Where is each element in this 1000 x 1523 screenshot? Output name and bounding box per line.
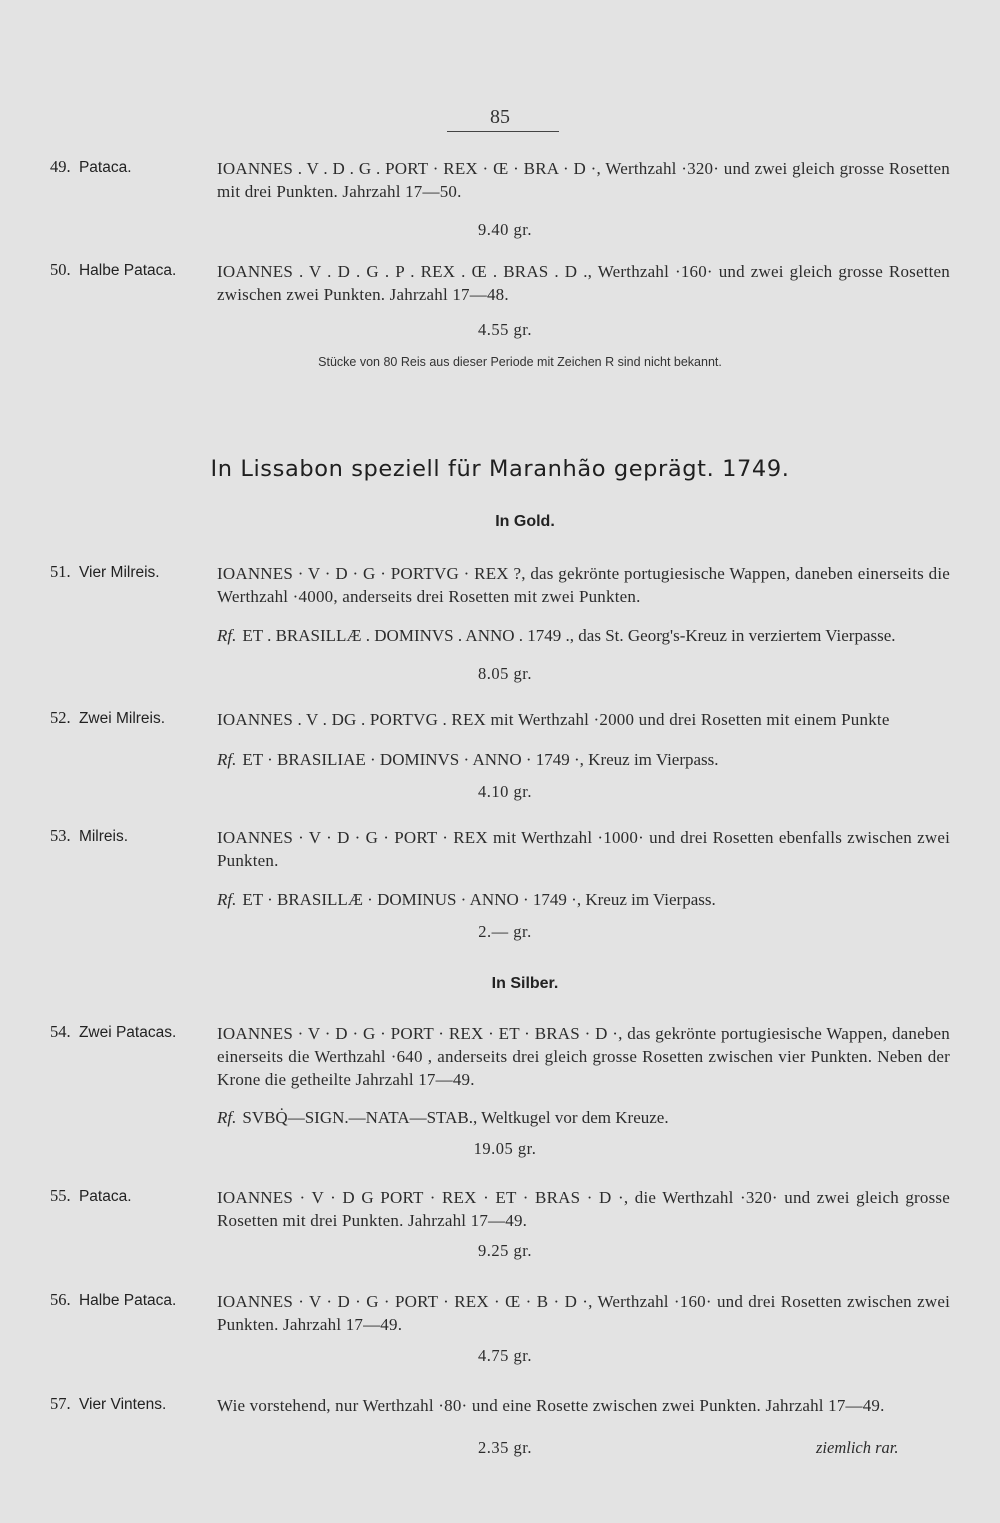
entry-number: 49. (50, 157, 71, 176)
entry-name: Vier Vintens. (78, 1396, 167, 1413)
entry-number: 57. (50, 1394, 71, 1413)
entry-name: Pataca. (78, 1188, 132, 1205)
rarity-remark: ziemlich rar. (816, 1438, 899, 1457)
reverse-text: ET · BRASILIAE · DOMINVS · ANNO · 1749 ·, Kreuz im Vierpass. (242, 750, 719, 769)
reverse-mark: Rf. (217, 626, 237, 645)
entry-label (50, 1394, 166, 1414)
reverse-text: ET . BRASILLÆ . DOMINVS . ANNO . 1749 ., das St. Georg's-Kreuz in verziertem Vierpasse. (242, 626, 896, 645)
entry-description: IOANNES · V · D · G · PORT · REX · ET · BRAS · D ·, das gekrönte portugiesische Wappen, daneben einerseits die Werthzahl ·640 , anderseits drei gleich grosse Rosetten zwischen vier Punkten. Neben der Krone die getheilte Jahrzahl 17—49. (217, 1024, 950, 1089)
entry-description: IOANNES . V . D . G . P . REX . Œ . BRAS . D ., Werthzahl ·160· und zwei gleich grosse Rosetten zwischen zwei Punkten. Jahrzahl 17—48. (217, 262, 950, 304)
entry-number: 54. (50, 1022, 71, 1041)
entry-weight: 9.25 gr. (478, 1241, 532, 1260)
entry-weight: 8.05 gr. (478, 664, 532, 683)
entry-reverse (217, 748, 945, 771)
entry-reverse (217, 624, 945, 647)
heading-silver: In Silber. (491, 975, 559, 992)
entry-weight: 2.35 gr. (478, 1438, 532, 1457)
entry-label (50, 708, 165, 728)
entry-name: Pataca. (78, 159, 132, 176)
entry-number: 55. (50, 1186, 71, 1205)
entry-description: IOANNES . V . DG . PORTVG . REX mit Werthzahl ·2000 und drei Rosetten mit einem Punkte (217, 710, 890, 729)
entry-number: 51. (50, 562, 71, 581)
entry-reverse (217, 888, 945, 911)
entry-number: 56. (50, 1290, 71, 1309)
entry-weight: 2.— gr. (478, 922, 532, 941)
reverse-mark: Rf. (217, 1108, 237, 1127)
header-rule (447, 131, 559, 132)
entry-label (50, 1186, 132, 1206)
entry-label (50, 826, 128, 846)
entry-description: IOANNES · V · D G PORT · REX · ET · BRAS · D ·, die Werthzahl ·320· und zwei gleich grosse Rosetten mit drei Punkten. Jahrzahl 17—49. (217, 1188, 950, 1230)
entry-description: Wie vorstehend, nur Werthzahl ·80· und eine Rosette zwischen zwei Punkten. Jahrzahl 17—49. (217, 1396, 885, 1415)
entry-name: Vier Milreis. (78, 564, 160, 581)
section-title: In Lissabon speziell für Maranhão geprägt. 1749. (210, 456, 790, 482)
entry-description: IOANNES · V · D · G · PORT · REX · Œ · B · D ·, Werthzahl ·160· und drei Rosetten zwischen zwei Punkten. Jahrzahl 17—49. (217, 1292, 950, 1334)
entry-weight: 9.40 gr. (478, 220, 532, 239)
entry-label (50, 260, 176, 280)
entry-label (50, 157, 132, 177)
entry-weight: 19.05 gr. (473, 1139, 537, 1158)
entry-number: 53. (50, 826, 71, 845)
entry-description: IOANNES · V · D · G · PORTVG · REX ?, das gekrönte portugiesische Wappen, daneben einerseits die Werthzahl ·4000, anderseits drei Rosetten mit zwei Punkten. (217, 564, 950, 606)
entry-name: Halbe Pataca. (78, 1292, 177, 1309)
entry-label (50, 1290, 176, 1310)
entry-name: Zwei Milreis. (78, 710, 166, 727)
heading-gold: In Gold. (495, 513, 555, 530)
entry-number: 52. (50, 708, 71, 727)
entry-weight: 4.10 gr. (478, 782, 532, 801)
entry-number: 50. (50, 260, 71, 279)
entry-description: IOANNES . V . D . G . PORT · REX · Œ · BRA · D ·, Werthzahl ·320· und zwei gleich grosse Rosetten mit drei Punkten. Jahrzahl 17—50. (217, 159, 950, 201)
reverse-text: SVBQ̇—SIGN.—NATA—STAB., Weltkugel vor dem Kreuze. (242, 1108, 669, 1127)
entry-reverse (217, 1106, 945, 1129)
entry-name: Zwei Patacas. (78, 1024, 177, 1041)
entry-name: Halbe Pataca. (78, 262, 177, 279)
page-number: 85 (490, 106, 510, 128)
reverse-mark: Rf. (217, 890, 237, 909)
reverse-mark: Rf. (217, 750, 237, 769)
reverse-text: ET · BRASILLÆ · DOMINUS · ANNO · 1749 ·, Kreuz im Vierpass. (242, 890, 716, 909)
entry-name: Milreis. (78, 828, 129, 845)
footnote: Stücke von 80 Reis aus dieser Periode mit Zeichen R sind nicht bekannt. (318, 355, 722, 369)
entry-label (50, 1022, 176, 1042)
entry-weight: 4.75 gr. (478, 1346, 532, 1365)
entry-label (50, 562, 160, 582)
entry-description: IOANNES · V · D · G · PORT · REX mit Werthzahl ·1000· und drei Rosetten ebenfalls zwischen zwei Punkten. (217, 828, 950, 870)
entry-weight: 4.55 gr. (478, 320, 532, 339)
